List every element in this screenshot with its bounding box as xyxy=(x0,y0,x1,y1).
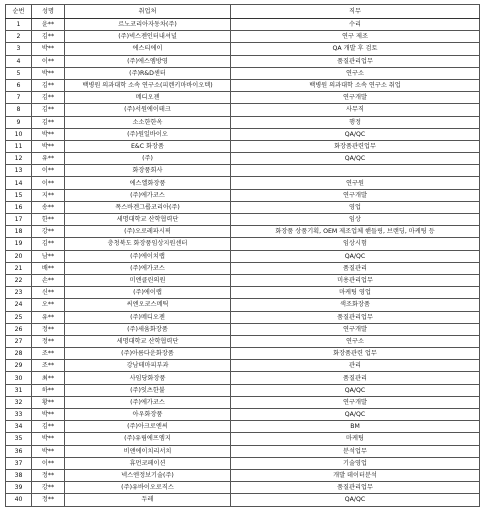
cell-name: 조** xyxy=(32,360,65,372)
cell-name: 박** xyxy=(32,128,65,140)
cell-no: 29 xyxy=(6,360,32,372)
cell-job: 품질관리업무 xyxy=(231,311,480,323)
table-row xyxy=(6,250,480,262)
cell-employer: 씨엔오코스메틱 xyxy=(65,299,231,311)
cell-employer: (주)에가코스 xyxy=(65,396,231,408)
cell-name: 조** xyxy=(32,348,65,360)
cell-employer: (주)에가코스 xyxy=(65,262,231,274)
cell-employer: 두레 xyxy=(65,494,231,506)
cell-job: QA/QC xyxy=(231,494,480,506)
cell-employer: 세명대학교 산학협력단 xyxy=(65,214,231,226)
cell-job: 행정 xyxy=(231,116,480,128)
cell-no: 1 xyxy=(6,19,32,31)
cell-employer: E&C 화장품 xyxy=(65,140,231,152)
cell-no: 19 xyxy=(6,238,32,250)
header-name: 성명 xyxy=(32,5,65,19)
cell-job xyxy=(231,165,480,177)
cell-no: 27 xyxy=(6,335,32,347)
cell-employer: (주)유림에프엠지 xyxy=(65,433,231,445)
cell-job: QA/QC xyxy=(231,250,480,262)
cell-job: 사무직 xyxy=(231,104,480,116)
table-row xyxy=(6,165,480,177)
table-row xyxy=(6,262,480,274)
cell-no: 12 xyxy=(6,153,32,165)
cell-employer: 사임당화장품 xyxy=(65,372,231,384)
cell-name: 송** xyxy=(32,201,65,213)
table-row xyxy=(6,469,480,481)
cell-job: 연구소 xyxy=(231,335,480,347)
table-row xyxy=(6,372,480,384)
cell-job: 품질관리업무 xyxy=(231,482,480,494)
cell-name: 박** xyxy=(32,433,65,445)
cell-employer: 강남테마피부과 xyxy=(65,360,231,372)
cell-no: 26 xyxy=(6,323,32,335)
cell-no: 14 xyxy=(6,177,32,189)
cell-employer: 에스티에이 xyxy=(65,43,231,55)
cell-employer: (주)세움화장품 xyxy=(65,323,231,335)
cell-job: 연구소 xyxy=(231,67,480,79)
cell-name: 남** xyxy=(32,250,65,262)
cell-employer: 비앤에이치리서치 xyxy=(65,445,231,457)
cell-no: 15 xyxy=(6,189,32,201)
cell-name: 신** xyxy=(32,287,65,299)
cell-name: 정** xyxy=(32,335,65,347)
cell-job: 화장품관련 업무 xyxy=(231,348,480,360)
cell-employer: 르노코리아자동차(주) xyxy=(65,19,231,31)
cell-name: 한** xyxy=(32,214,65,226)
cell-name: 오** xyxy=(32,299,65,311)
table-row xyxy=(6,67,480,79)
cell-no: 13 xyxy=(6,165,32,177)
table-row xyxy=(6,92,480,104)
cell-name: 김** xyxy=(32,92,65,104)
table-row xyxy=(6,128,480,140)
cell-no: 11 xyxy=(6,140,32,152)
table-row xyxy=(6,201,480,213)
cell-no: 7 xyxy=(6,92,32,104)
table-row xyxy=(6,348,480,360)
cell-job: 연구개발 xyxy=(231,323,480,335)
cell-name: 황** xyxy=(32,396,65,408)
cell-name: 배** xyxy=(32,262,65,274)
cell-name: 하** xyxy=(32,384,65,396)
cell-job: 마케팅 영업 xyxy=(231,287,480,299)
cell-employer: 아우화장품 xyxy=(65,409,231,421)
table-row xyxy=(6,287,480,299)
table-row xyxy=(6,482,480,494)
cell-name: 김** xyxy=(32,421,65,433)
cell-job: 화장품관련업무 xyxy=(231,140,480,152)
cell-job: QA 개발 후 검토 xyxy=(231,43,480,55)
cell-name: 윤** xyxy=(32,19,65,31)
table-row xyxy=(6,396,480,408)
cell-employer: 소소한한옥 xyxy=(65,116,231,128)
cell-no: 30 xyxy=(6,372,32,384)
cell-employer: (주)원일바이오 xyxy=(65,128,231,140)
header-employer: 취업처 xyxy=(65,5,231,19)
cell-employer: (주)R&D센터 xyxy=(65,67,231,79)
cell-employer: 백병원 의과대학 소속 연구소(피렌키마바이오텍) xyxy=(65,79,231,91)
cell-job: 품질관리업무 xyxy=(231,55,480,67)
table-row xyxy=(6,360,480,372)
cell-job: QA/QC xyxy=(231,384,480,396)
cell-no: 23 xyxy=(6,287,32,299)
cell-employer: 넥스엔정보기술(주) xyxy=(65,469,231,481)
table-row xyxy=(6,19,480,31)
cell-job: 마케팅 xyxy=(231,433,480,445)
cell-name: 박** xyxy=(32,43,65,55)
table-row xyxy=(6,323,480,335)
cell-employer: 메디오젠 xyxy=(65,92,231,104)
cell-name: 박** xyxy=(32,445,65,457)
cell-no: 20 xyxy=(6,250,32,262)
cell-employer: 충청북도 화장품임상지원센터 xyxy=(65,238,231,250)
cell-job: 연구원 xyxy=(231,177,480,189)
table-row xyxy=(6,31,480,43)
table-row xyxy=(6,226,480,238)
cell-name: 정** xyxy=(32,494,65,506)
cell-employer: (주)아름다운화장품 xyxy=(65,348,231,360)
cell-no: 22 xyxy=(6,274,32,286)
cell-no: 33 xyxy=(6,409,32,421)
cell-job: 영업 xyxy=(231,201,480,213)
cell-job: BM xyxy=(231,421,480,433)
cell-job: 기술영업 xyxy=(231,457,480,469)
cell-name: 강** xyxy=(32,226,65,238)
table-row xyxy=(6,421,480,433)
cell-no: 17 xyxy=(6,214,32,226)
table-row xyxy=(6,457,480,469)
cell-no: 39 xyxy=(6,482,32,494)
cell-job: 색조화장품 xyxy=(231,299,480,311)
cell-name: 김** xyxy=(32,79,65,91)
table-header-row xyxy=(6,5,480,19)
cell-no: 31 xyxy=(6,384,32,396)
cell-no: 34 xyxy=(6,421,32,433)
cell-employer: 에스엘화장품 xyxy=(65,177,231,189)
cell-employer: (주)유바이오로직스 xyxy=(65,482,231,494)
cell-job: 연구개발 xyxy=(231,396,480,408)
cell-employer: (주)오로레파시픽 xyxy=(65,226,231,238)
cell-no: 8 xyxy=(6,104,32,116)
table-row xyxy=(6,140,480,152)
cell-employer: (주)아크로엔씨 xyxy=(65,421,231,433)
cell-name: 손** xyxy=(32,274,65,286)
cell-employer: (주)넥스젠인터내셔널 xyxy=(65,31,231,43)
cell-no: 21 xyxy=(6,262,32,274)
cell-name: 정** xyxy=(32,469,65,481)
cell-employer: 세명대학교 산학협력단 xyxy=(65,335,231,347)
cell-job: 임상시험 xyxy=(231,238,480,250)
table-row xyxy=(6,153,480,165)
cell-employer: (주)메디오젠 xyxy=(65,311,231,323)
cell-no: 36 xyxy=(6,445,32,457)
cell-job: 연구 제조 xyxy=(231,31,480,43)
cell-employer: (주)에스엠방영 xyxy=(65,55,231,67)
table-row xyxy=(6,384,480,396)
employment-table xyxy=(5,4,480,507)
table-row xyxy=(6,299,480,311)
table-row xyxy=(6,214,480,226)
cell-no: 9 xyxy=(6,116,32,128)
table-row xyxy=(6,274,480,286)
cell-name: 유** xyxy=(32,311,65,323)
table-row xyxy=(6,445,480,457)
table-row xyxy=(6,433,480,445)
cell-name: 박** xyxy=(32,140,65,152)
cell-name: 이** xyxy=(32,165,65,177)
cell-no: 25 xyxy=(6,311,32,323)
cell-no: 18 xyxy=(6,226,32,238)
cell-name: 최** xyxy=(32,372,65,384)
table-row xyxy=(6,177,480,189)
table-row xyxy=(6,43,480,55)
cell-job: 연구개발 xyxy=(231,189,480,201)
table-row xyxy=(6,335,480,347)
header-job: 직무 xyxy=(231,5,480,19)
cell-job: 수리 xyxy=(231,19,480,31)
cell-name: 지** xyxy=(32,189,65,201)
table-row xyxy=(6,311,480,323)
cell-name: 김** xyxy=(32,238,65,250)
cell-no: 24 xyxy=(6,299,32,311)
cell-name: 유** xyxy=(32,153,65,165)
cell-job: QA/QC xyxy=(231,153,480,165)
cell-no: 6 xyxy=(6,79,32,91)
header-no: 순번 xyxy=(6,5,32,19)
cell-name: 박** xyxy=(32,409,65,421)
cell-employer: (주)잇츠한불 xyxy=(65,384,231,396)
cell-name: 김** xyxy=(32,104,65,116)
cell-job: 연구개발 xyxy=(231,92,480,104)
cell-job: 미용관리업무 xyxy=(231,274,480,286)
table-row xyxy=(6,189,480,201)
cell-job: QA/QC xyxy=(231,128,480,140)
cell-name: 이** xyxy=(32,457,65,469)
cell-employer: (주)에이랩 xyxy=(65,287,231,299)
cell-employer: 휴먼코페이션 xyxy=(65,457,231,469)
table-row xyxy=(6,55,480,67)
cell-no: 3 xyxy=(6,43,32,55)
cell-no: 40 xyxy=(6,494,32,506)
cell-job: 분석업무 xyxy=(231,445,480,457)
cell-no: 35 xyxy=(6,433,32,445)
cell-job: QA/QC xyxy=(231,409,480,421)
cell-job: 화장품 상품기획, OEM 제조업체 핸들링, 브랜딩, 마케팅 등 xyxy=(231,226,480,238)
cell-employer: 미엔클린의원 xyxy=(65,274,231,286)
cell-no: 28 xyxy=(6,348,32,360)
cell-employer: (주)에가코스 xyxy=(65,189,231,201)
cell-no: 4 xyxy=(6,55,32,67)
cell-no: 10 xyxy=(6,128,32,140)
cell-job: 관리 xyxy=(231,360,480,372)
table-row xyxy=(6,104,480,116)
cell-job: 개발 데이터분석 xyxy=(231,469,480,481)
table-row xyxy=(6,409,480,421)
cell-no: 37 xyxy=(6,457,32,469)
table-body xyxy=(6,19,480,507)
cell-name: 정** xyxy=(32,323,65,335)
table-row xyxy=(6,238,480,250)
cell-name: 김** xyxy=(32,116,65,128)
cell-job: 품질관리 xyxy=(231,262,480,274)
cell-name: 이** xyxy=(32,177,65,189)
cell-employer: (주)에이치랩 xyxy=(65,250,231,262)
cell-employer: 폭스바겐그룹코리아(주) xyxy=(65,201,231,213)
cell-name: 이** xyxy=(32,55,65,67)
cell-no: 16 xyxy=(6,201,32,213)
cell-employer: (주) xyxy=(65,153,231,165)
cell-employer: (주)서원에이테크 xyxy=(65,104,231,116)
cell-employer: 화장품회사 xyxy=(65,165,231,177)
cell-name: 김** xyxy=(32,31,65,43)
cell-job: 백병원 의과대학 소속 연구소 취업 xyxy=(231,79,480,91)
cell-no: 2 xyxy=(6,31,32,43)
cell-job: 품질관리 xyxy=(231,372,480,384)
table-row xyxy=(6,494,480,506)
cell-name: 강** xyxy=(32,482,65,494)
table-row xyxy=(6,116,480,128)
cell-name: 박** xyxy=(32,67,65,79)
table-row xyxy=(6,79,480,91)
cell-no: 32 xyxy=(6,396,32,408)
cell-no: 5 xyxy=(6,67,32,79)
cell-no: 38 xyxy=(6,469,32,481)
cell-job: 임상 xyxy=(231,214,480,226)
